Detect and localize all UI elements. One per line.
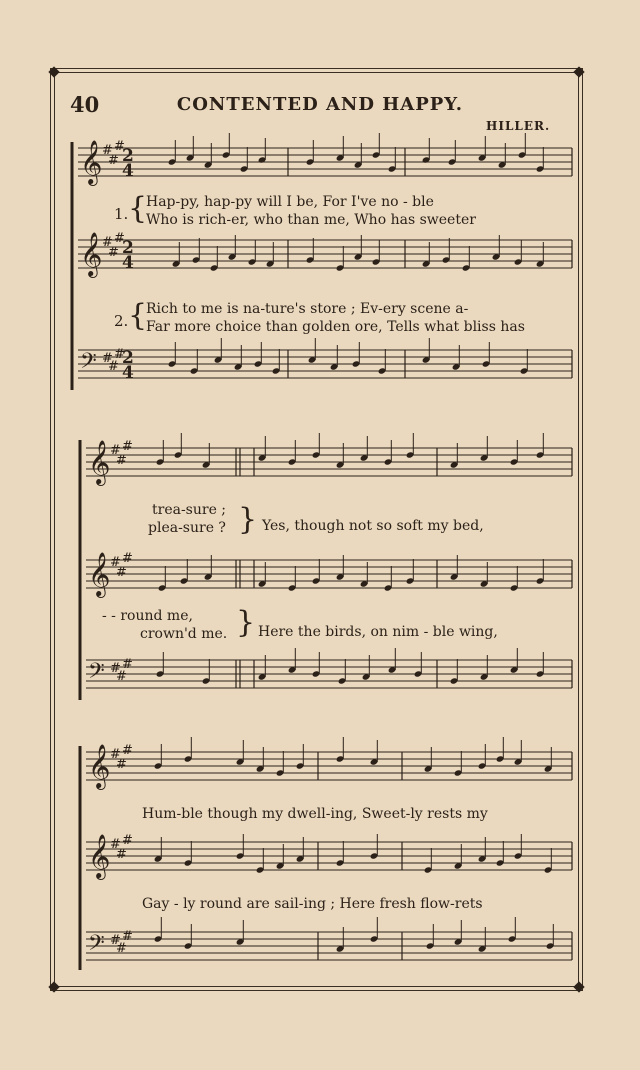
- sharp-sign: #: [114, 139, 125, 154]
- verse-number: 1.: [114, 205, 129, 223]
- sharp-sign: #: [114, 231, 125, 246]
- song-title: CONTENTED AND HAPPY.: [176, 94, 464, 115]
- verse2-lyric-line2: Far more choice than golden ore, Tells what bliss has: [146, 319, 525, 335]
- sharp-sign: #: [116, 453, 127, 468]
- sharp-sign: #: [108, 359, 119, 374]
- time-signature-bottom: 4: [122, 253, 134, 273]
- time-signature-top: 2: [122, 146, 134, 166]
- sharp-sign: #: [110, 747, 121, 762]
- treble-clef: 𝄞: [80, 140, 103, 184]
- bass-clef: 𝄢: [88, 931, 105, 961]
- sharp-sign: #: [116, 669, 127, 684]
- verse-number: 2.: [114, 312, 129, 330]
- sharp-sign: #: [110, 555, 121, 570]
- sharp-sign: #: [122, 833, 133, 848]
- sharp-sign: #: [122, 551, 133, 566]
- treble-clef: 𝄞: [88, 552, 111, 596]
- sharp-sign: #: [114, 347, 125, 362]
- sharp-sign: #: [116, 565, 127, 580]
- verse2-end-line2: crown'd me.: [140, 626, 228, 642]
- verse2-system3-lyric: Gay - ly round are sail-ing ; Here fresh flow-rets: [142, 896, 483, 912]
- treble-clef: 𝄞: [88, 834, 111, 878]
- verse1-end-line2: plea-sure ?: [148, 520, 226, 536]
- bass-clef: 𝄢: [88, 659, 105, 689]
- time-signature-bottom: 4: [122, 363, 134, 383]
- sharp-sign: #: [122, 929, 133, 944]
- verse1-lyric-line2: Who is rich-er, who than me, Who has sweeter: [146, 212, 476, 228]
- verse2-end-line1: - - round me,: [102, 608, 193, 624]
- time-signature-bottom: 4: [122, 161, 134, 181]
- time-signature-top: 2: [122, 238, 134, 258]
- verse2-continuation: Here the birds, on nim - ble wing,: [258, 624, 498, 640]
- sharp-sign: #: [110, 933, 121, 948]
- sharp-sign: #: [108, 153, 119, 168]
- sharp-sign: #: [116, 941, 127, 956]
- verse1-continuation: Yes, though not so soft my bed,: [262, 518, 484, 534]
- sharp-sign: #: [122, 743, 133, 758]
- sharp-sign: #: [110, 661, 121, 676]
- treble-clef: 𝄞: [88, 744, 111, 788]
- verse2-lyric-line1: Rich to me is na-ture's store ; Ev-ery scene a-: [146, 301, 469, 317]
- sharp-sign: #: [116, 757, 127, 772]
- bass-clef: 𝄢: [80, 349, 97, 379]
- verse-brace: }: [236, 605, 256, 640]
- sharp-sign: #: [122, 657, 133, 672]
- sharp-sign: #: [122, 439, 133, 454]
- page-number: 40: [70, 92, 100, 117]
- sharp-sign: #: [102, 235, 113, 250]
- sharp-sign: #: [110, 837, 121, 852]
- verse1-lyric-line1: Hap-py, hap-py will I be, For I've no - ble: [146, 194, 434, 210]
- sharp-sign: #: [110, 443, 121, 458]
- sharp-sign: #: [102, 351, 113, 366]
- composer-name: HILLER.: [486, 119, 551, 133]
- treble-clef: 𝄞: [88, 440, 111, 484]
- treble-clef: 𝄞: [80, 232, 103, 276]
- sharp-sign: #: [108, 245, 119, 260]
- time-signature-top: 2: [122, 348, 134, 368]
- verse-brace: }: [238, 502, 258, 537]
- sharp-sign: #: [116, 847, 127, 862]
- verse1-system3-lyric: Hum-ble though my dwell-ing, Sweet-ly rests my: [142, 806, 488, 822]
- sharp-sign: #: [102, 143, 113, 158]
- verse-brace: {: [128, 191, 148, 226]
- verse1-end-line1: trea-sure ;: [152, 502, 227, 518]
- verse-brace: {: [128, 298, 148, 333]
